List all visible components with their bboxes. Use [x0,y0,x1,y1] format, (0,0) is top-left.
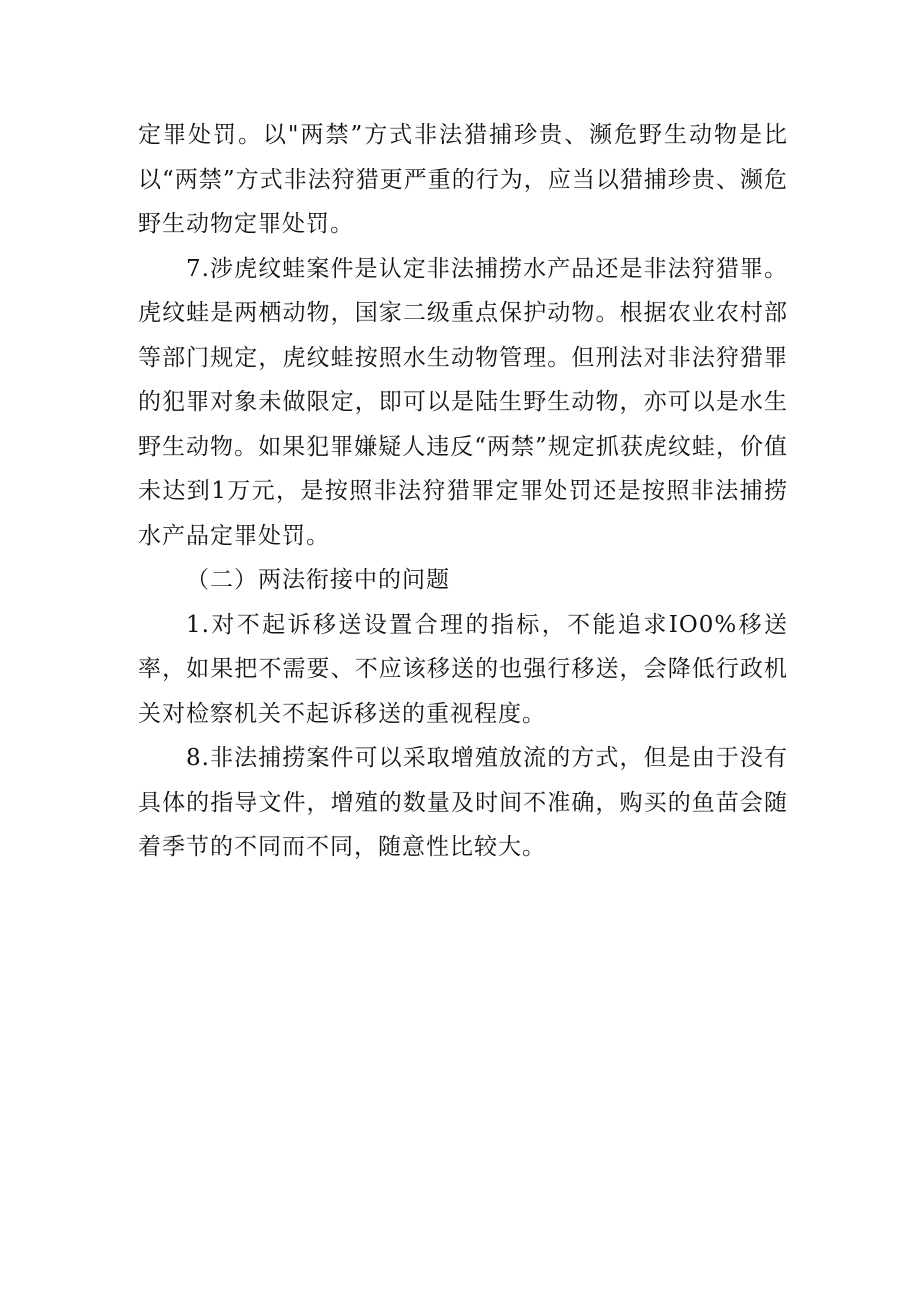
paragraph-item-1-non-prosecution-transfer: 1.对不起诉移送设置合理的指标，不能追求IO0%移送率，如果把不需要、不应该移送的也强行移送，会降低行政机关对检察机关不起诉移送的重视程度。 [138,611,788,727]
paragraph-continuation: 定罪处罚。以"两禁”方式非法猎捕珍贵、濒危野生动物是比以“两禁”方式非法狩猎更严重的行为，应当以猎捕珍贵、濒危野生动物定罪处罚。 [138,122,788,237]
paragraph-item-8-illegal-fishing-release: 8.非法捕捞案件可以采取增殖放流的方式，但是由于没有具体的指导文件，增殖的数量及时间不准确，购买的鱼苗会随着季节的不同而不同，随意性比较大。 [138,745,788,860]
section-heading-two-law-connection: （二）两法衔接中的问题 [186,567,450,593]
document-body [138,113,788,870]
paragraph-item-7-tiger-frog: 7.涉虎纹蛙案件是认定非法捕捞水产品还是非法狩猎罪。虎纹蛙是两栖动物，国家二级重点保护动物。根据农业农村部等部门规定，虎纹蛙按照水生动物管理。但刑法对非法狩猎罪的犯罪对象未做限定，即可以是陆生野生动物，亦可以是水生野生动物。如果犯罪嫌疑人违反“两禁”规定抓获虎纹蛙，价值未达到1万元，是按照非法狩猎罪定罪处罚还是按照非法捕捞水产品定罪处罚。 [138,255,788,549]
